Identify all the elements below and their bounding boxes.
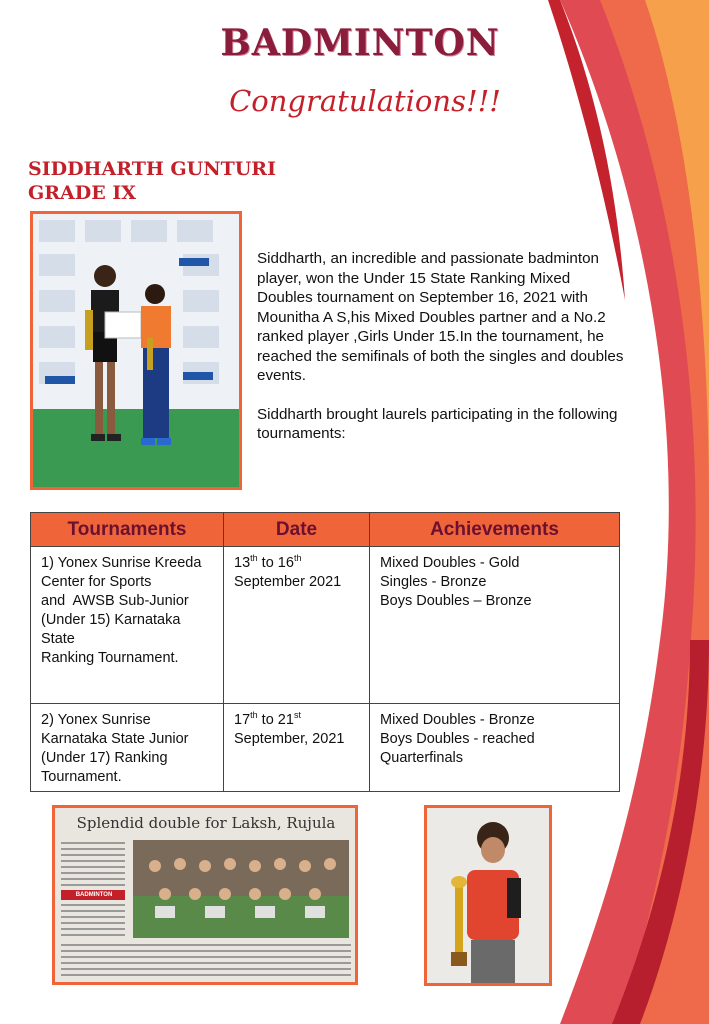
tournament-cell: [31, 547, 224, 704]
header-date: Date: [224, 513, 370, 547]
date-cell: [224, 704, 370, 792]
bio-paragraph-2: Siddharth brought laurels participating in the following tournaments:: [257, 405, 618, 442]
newspaper-section-label: BADMINTON: [75, 892, 113, 898]
date-start: 13: [234, 555, 251, 571]
student-grade: GRADE IX: [28, 182, 136, 204]
achievement-item: Quarterfinals: [380, 750, 464, 766]
date-end-suffix: st: [293, 710, 301, 721]
achievement-item: Singles - Bronze: [380, 574, 487, 590]
tournaments-table: [30, 512, 620, 792]
date-end: to 16: [257, 555, 294, 571]
student-bio: [257, 249, 627, 463]
date-start-suffix: th: [250, 710, 258, 721]
header-tournaments: Tournaments: [31, 513, 224, 547]
date-range: [234, 554, 359, 573]
tournament-line: Karnataka State Junior: [41, 731, 189, 747]
student-heading: [28, 157, 276, 205]
date-cell: [224, 547, 370, 704]
newspaper-headline: Splendid double for Laksh, Rujula: [76, 814, 336, 832]
tournament-line: (Under 17) Ranking: [41, 750, 168, 766]
header-achievements: Achievements: [370, 513, 620, 547]
tournament-line: Center for Sports: [41, 574, 152, 590]
newspaper-body-illustration: [55, 836, 355, 982]
date-start-suffix: th: [250, 553, 258, 564]
date-end: to 21: [257, 712, 294, 728]
bio-paragraph-1: Siddharth, an incredible and passionate badminton player, won the Under 15 State Ranking Mixed Doubles tournament on September 16, 2021 with Mounitha A S,his Mixed Doubles partner and a No.2 ranked player ,Girls Under 15.In the tournament, he reached the semifinals of both the singles and doubles events.: [257, 250, 624, 384]
date-end-suffix: th: [293, 553, 302, 564]
tournament-line: (Under 15) Karnataka State: [41, 612, 181, 647]
photo-illustration: [33, 214, 239, 487]
achievement-item: Mixed Doubles - Bronze: [380, 712, 535, 728]
table-row: [31, 704, 620, 792]
date-month-year: September, 2021: [234, 731, 345, 747]
achievement-item: Mixed Doubles - Gold: [380, 555, 520, 571]
achievement-item: Boys Doubles - reached: [380, 731, 535, 747]
student-partner-photo: [30, 211, 242, 490]
tournament-line: 2) Yonex Sunrise: [41, 712, 151, 728]
date-start: 17: [234, 712, 251, 728]
achievements-cell: [370, 547, 620, 704]
tournament-line: and AWSB Sub-Junior: [41, 593, 189, 609]
page-title: BADMINTON: [220, 22, 500, 64]
date-month-year: September 2021: [234, 574, 342, 590]
table-header-row: [31, 513, 620, 547]
achievements-cell: [370, 704, 620, 792]
newspaper-clipping: [52, 805, 358, 985]
student-name: SIDDHARTH GUNTURI: [28, 158, 276, 180]
achievement-item: Boys Doubles – Bronze: [380, 593, 532, 609]
date-range: [234, 711, 359, 730]
student-trophy-illustration: [427, 808, 549, 983]
tournament-cell: [31, 704, 224, 792]
table-row: [31, 547, 620, 704]
congratulations-subtitle: Congratulations!!!: [229, 84, 501, 118]
tournament-line: 1) Yonex Sunrise Kreeda: [41, 555, 202, 571]
student-trophy-photo: [424, 805, 552, 986]
tournament-line: Ranking Tournament.: [41, 650, 179, 666]
tournament-line: Tournament.: [41, 769, 122, 785]
